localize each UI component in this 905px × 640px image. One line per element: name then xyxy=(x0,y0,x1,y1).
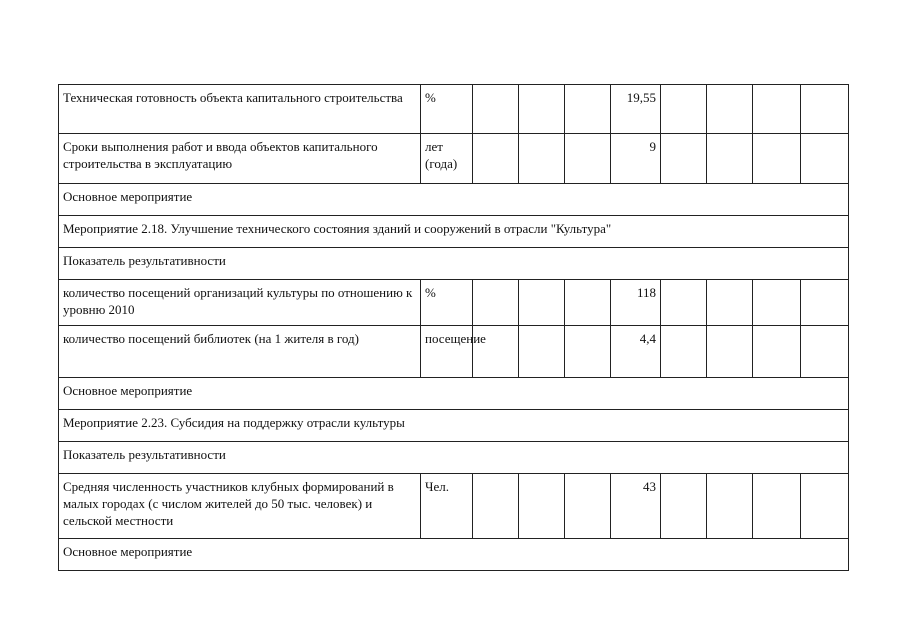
section-heading: Основное мероприятие xyxy=(59,539,849,571)
empty-cell xyxy=(801,85,849,134)
empty-cell xyxy=(707,134,753,184)
indicator-name: Техническая готовность объекта капитального строительства xyxy=(59,85,421,134)
empty-cell xyxy=(753,134,801,184)
table-row xyxy=(59,280,849,326)
empty-cell xyxy=(565,85,611,134)
indicator-unit: лет (года) xyxy=(421,134,473,184)
section-heading: Показатель результативности xyxy=(59,442,849,474)
table-row xyxy=(59,134,849,184)
table-row xyxy=(59,539,849,571)
table-row xyxy=(59,378,849,410)
empty-cell xyxy=(519,326,565,378)
table-row xyxy=(59,216,849,248)
empty-cell xyxy=(519,134,565,184)
measure-title: Мероприятие 2.23. Субсидия на поддержку отрасли культуры xyxy=(59,410,849,442)
empty-cell xyxy=(753,326,801,378)
empty-cell xyxy=(565,280,611,326)
indicator-unit: посещение xyxy=(421,326,473,378)
indicator-value: 19,55 xyxy=(611,85,661,134)
empty-cell xyxy=(707,280,753,326)
empty-cell xyxy=(707,326,753,378)
indicator-name: Средняя численность участников клубных формирований в малых городах (с числом жителей до 50 тыс. человек) и сельской местности xyxy=(59,474,421,539)
empty-cell xyxy=(473,134,519,184)
indicators-table xyxy=(58,84,849,571)
section-heading: Основное мероприятие xyxy=(59,378,849,410)
empty-cell xyxy=(661,85,707,134)
indicator-unit: % xyxy=(421,85,473,134)
measure-title: Мероприятие 2.18. Улучшение технического состояния зданий и сооружений в отрасли "Культура" xyxy=(59,216,849,248)
empty-cell xyxy=(473,280,519,326)
empty-cell xyxy=(565,474,611,539)
table-row xyxy=(59,474,849,539)
indicator-value: 9 xyxy=(611,134,661,184)
indicator-value: 4,4 xyxy=(611,326,661,378)
table-row xyxy=(59,326,849,378)
section-heading: Показатель результативности xyxy=(59,248,849,280)
empty-cell xyxy=(753,85,801,134)
indicator-value: 43 xyxy=(611,474,661,539)
section-heading: Основное мероприятие xyxy=(59,184,849,216)
table-row xyxy=(59,85,849,134)
empty-cell xyxy=(565,134,611,184)
indicator-name: количество посещений организаций культуры по отношению к уровню 2010 xyxy=(59,280,421,326)
empty-cell xyxy=(801,326,849,378)
table-row xyxy=(59,410,849,442)
indicator-name: количество посещений библиотек (на 1 жителя в год) xyxy=(59,326,421,378)
table-row xyxy=(59,248,849,280)
empty-cell xyxy=(473,474,519,539)
empty-cell xyxy=(707,474,753,539)
indicator-name: Сроки выполнения работ и ввода объектов капитального строительства в эксплуатацию xyxy=(59,134,421,184)
empty-cell xyxy=(707,85,753,134)
empty-cell xyxy=(661,280,707,326)
table-row xyxy=(59,184,849,216)
empty-cell xyxy=(801,474,849,539)
indicator-unit: % xyxy=(421,280,473,326)
empty-cell xyxy=(473,85,519,134)
empty-cell xyxy=(801,134,849,184)
empty-cell xyxy=(661,326,707,378)
empty-cell xyxy=(519,474,565,539)
empty-cell xyxy=(565,326,611,378)
empty-cell xyxy=(753,474,801,539)
empty-cell xyxy=(661,134,707,184)
empty-cell xyxy=(519,85,565,134)
empty-cell xyxy=(753,280,801,326)
indicator-value: 118 xyxy=(611,280,661,326)
empty-cell xyxy=(519,280,565,326)
empty-cell xyxy=(801,280,849,326)
empty-cell xyxy=(661,474,707,539)
table-row xyxy=(59,442,849,474)
indicator-unit: Чел. xyxy=(421,474,473,539)
